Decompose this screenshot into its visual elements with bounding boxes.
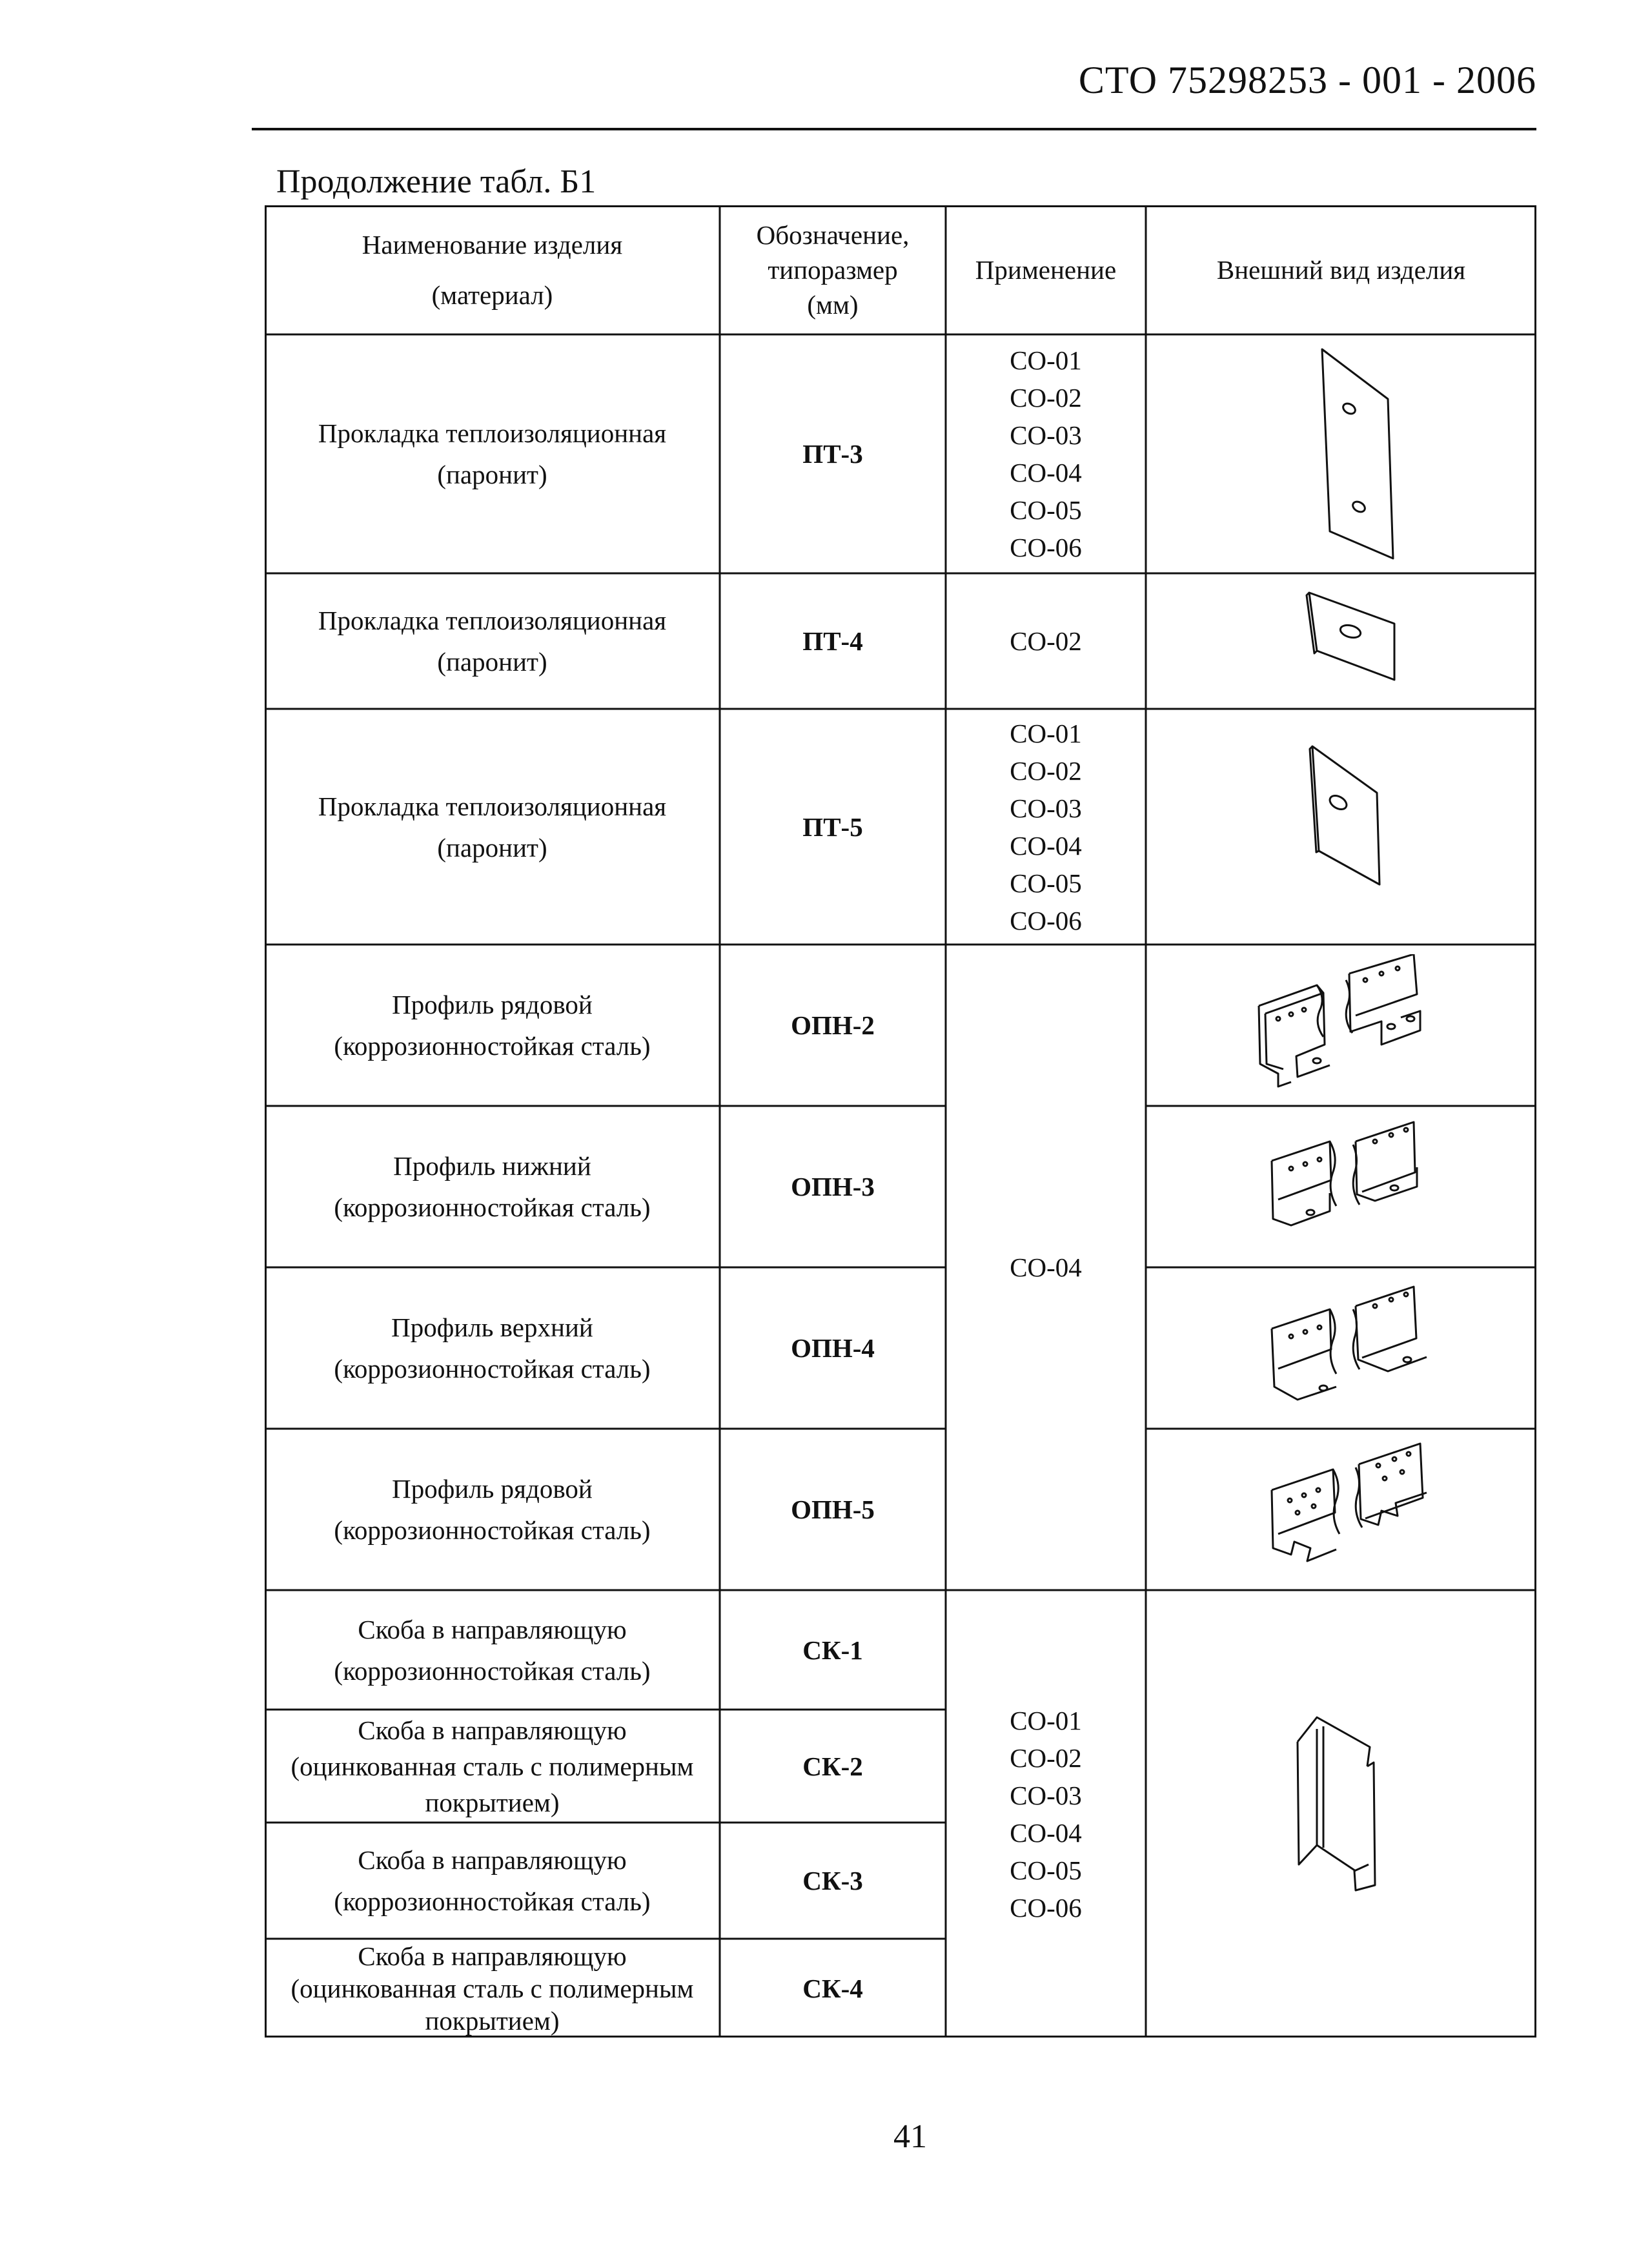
row-application [946,709,1146,945]
row-name-line: Прокладка теплоизоляционная [318,606,667,635]
row-code: СК-4 [802,1973,863,2003]
application-item: СО-03 [1010,1780,1082,1810]
header-designation [720,205,946,334]
row-name-line: (коррозионностойкая сталь) [334,1886,651,1916]
row-name-line: Профиль нижний [393,1151,591,1181]
application-item: СО-01 [1010,1705,1082,1735]
row-name-line: Скоба в направляющую [358,1715,627,1745]
header-designation-line: Обозначение, [756,220,910,250]
bracket-z-icon [1291,1703,1394,1897]
row-name [265,1590,720,1710]
row-name-line: покрытием) [425,2005,560,2036]
table-caption: Продолжение табл. Б1 [276,163,596,200]
application-item: СО-03 [1010,793,1082,823]
row-name-line: (оцинкованная сталь с полимерным [290,1751,694,1781]
application-item: СО-05 [1010,1855,1082,1885]
tall-gasket-plate-icon [1310,344,1407,564]
row-name-line: (паронит) [437,647,547,677]
application-item: СО-04 [1010,1817,1082,1848]
application-item: СО-05 [1010,868,1082,898]
application-item: СО-02 [1010,383,1082,413]
row-code: СК-2 [802,1751,863,1781]
row-name-line: (коррозионностойкая сталь) [334,1515,651,1545]
row-name-line: (паронит) [437,832,547,863]
row-name [265,1429,720,1590]
row-name-line: Скоба в направляющую [358,1614,627,1644]
profiles-application: СО-04 [1010,1252,1082,1282]
row-name [265,945,720,1106]
row-name-line: (паронит) [437,460,547,489]
rect-gasket-plate-icon [1301,741,1398,890]
row-code: ОПН-4 [791,1333,875,1363]
application-item: СО-01 [1010,718,1082,748]
header-application: Применение [975,255,1117,285]
row-name-line: Профиль верхний [391,1313,593,1342]
application-item: СО-02 [1010,755,1082,786]
brackets-application [946,1590,1146,2038]
row-code: ОПН-5 [791,1495,875,1524]
row-name-line: (коррозионностойкая сталь) [334,1031,651,1061]
row-code: ПТ-4 [802,626,863,656]
application-item: СО-05 [1010,495,1082,525]
header-name-line: (материал) [431,280,553,310]
products-table [265,205,1536,2038]
row-name [265,1267,720,1429]
row-name-line: Профиль рядовой [392,1474,593,1504]
row-code: ОПН-3 [791,1172,875,1201]
row-application [946,573,1146,709]
application-item: СО-03 [1010,420,1082,450]
row-name-line: (коррозионностойкая сталь) [334,1655,651,1686]
application-item: СО-04 [1010,458,1082,487]
header-rule [252,128,1536,130]
application-item: СО-06 [1010,1892,1082,1923]
row-name [265,573,720,709]
page-number: 41 [893,2118,927,2155]
row-name-line: покрытием) [425,1787,560,1817]
row-name-line: (коррозионностойкая сталь) [334,1192,651,1222]
row-name-line: Скоба в направляющую [358,1941,627,1971]
application-item: СО-06 [1010,533,1082,562]
row-code: ОПН-2 [791,1010,875,1040]
header-name [265,205,720,334]
row-name [265,709,720,945]
profile-bottom-icon [1259,1116,1446,1251]
header-name-line: Наименование изделия [362,230,623,260]
document-code: СТО 75298253 - 001 - 2006 [1078,59,1536,101]
application-item: СО-02 [1010,626,1082,656]
profile-channel-icon [1252,954,1452,1096]
row-name [265,1939,720,2038]
application-item: СО-04 [1010,830,1082,861]
application-item: СО-02 [1010,1742,1082,1773]
header-appearance: Внешний вид изделия [1216,255,1466,285]
square-gasket-plate-icon [1298,586,1414,690]
row-code: ПТ-3 [802,439,863,469]
row-code: ПТ-5 [802,812,863,842]
row-name-line: (коррозионностойкая сталь) [334,1354,651,1384]
row-code: СК-1 [802,1635,863,1665]
row-name-line: (оцинкованная сталь с полимерным [290,1973,694,2003]
row-name [265,334,720,573]
profile-row-icon [1259,1438,1452,1580]
row-name [265,1106,720,1267]
row-code: СК-3 [802,1866,863,1895]
application-item: СО-06 [1010,905,1082,935]
application-item: СО-01 [1010,345,1082,375]
row-name-line: Прокладка теплоизоляционная [318,418,667,448]
header-designation-line: (мм) [807,290,859,320]
header-designation-line: типоразмер [768,255,898,285]
row-application [946,334,1146,573]
row-name-line: Профиль рядовой [392,990,593,1019]
row-name-line: Прокладка теплоизоляционная [318,791,667,821]
row-name [265,1823,720,1939]
profile-top-icon [1259,1277,1446,1413]
row-name-line: Скоба в направляющую [358,1845,627,1875]
row-name [265,1710,720,1823]
